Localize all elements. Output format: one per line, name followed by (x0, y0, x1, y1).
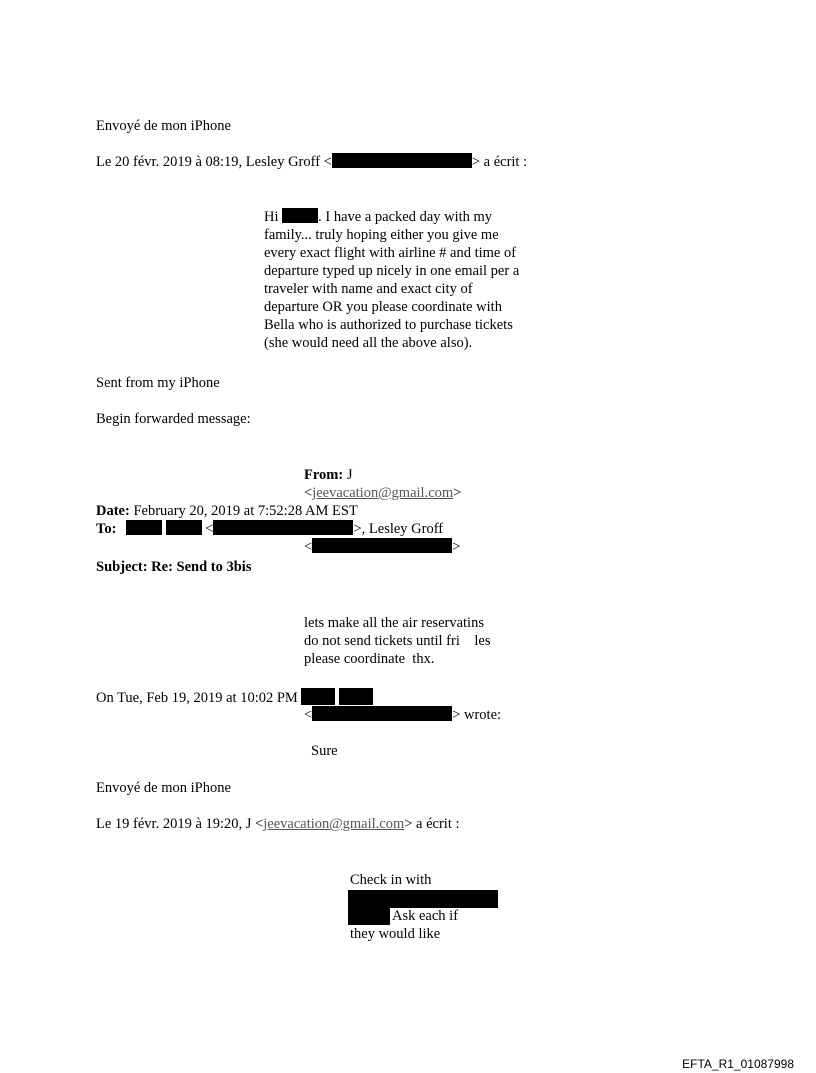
reply-sure: Sure (311, 743, 338, 759)
date-label: Date: (96, 503, 130, 519)
message-text: . I have a packed day with my (318, 209, 493, 225)
greeting: Hi (264, 209, 279, 225)
reply-header-suffix: > a écrit : (471, 154, 528, 170)
redacted-first-name (301, 688, 335, 705)
from-email-link[interactable]: jeevacation@gmail.com (312, 485, 454, 501)
fwd-from-email: <jeevacation@gmail.com> (304, 485, 462, 501)
fwd-date (96, 502, 358, 520)
to-line2-gt: > (452, 539, 461, 555)
message-line: every exact flight with airline # and time of (264, 245, 517, 261)
redacted-last-name (166, 520, 202, 535)
fwd-subject (96, 558, 251, 576)
on-tue-line2 (304, 706, 501, 724)
to-lt: < (205, 521, 214, 537)
to-line2-lt: < (304, 539, 313, 555)
on-tue-header (96, 688, 373, 707)
on-tue-prefix: On Tue, Feb 19, 2019 at 10:02 PM (96, 690, 298, 706)
sent-from-iphone-fr-2: Envoyé de mon iPhone (96, 780, 231, 796)
message-line: Check in with (350, 872, 432, 888)
date-value: February 20, 2019 at 7:52:28 AM EST (133, 503, 358, 519)
redacted-last-name (339, 688, 373, 705)
reply-header-prefix: Le 20 févr. 2019 à 08:19, Lesley Groff < (96, 154, 332, 170)
message-line: they would like (350, 926, 441, 942)
reply-header-suffix: > a écrit : (404, 816, 460, 832)
message-line: Ask each if (392, 908, 459, 924)
message-line: (she would need all the above also). (264, 335, 473, 351)
sent-from-iphone: Sent from my iPhone (96, 375, 220, 391)
email-link[interactable]: jeevacation@gmail.com (263, 816, 405, 832)
redacted-email (213, 520, 353, 535)
sent-from-iphone-fr: Envoyé de mon iPhone (96, 118, 231, 134)
redacted-name (282, 208, 318, 223)
message-line: do not send tickets until fri les (304, 633, 491, 649)
on-tue-lt: < (304, 707, 313, 723)
reply-header-prefix: Le 19 févr. 2019 à 19:20, J < (96, 816, 264, 832)
to-label: To: (96, 521, 117, 537)
fwd-to (96, 520, 443, 538)
on-tue-wrote: > wrote: (452, 707, 502, 723)
reply-header-fr (96, 153, 527, 171)
redacted-first-name (126, 520, 162, 535)
bates-number: EFTA_R1_01087998 (682, 1057, 794, 1071)
fwd-to-line2 (304, 538, 460, 556)
reply-header-fr-2 (96, 815, 460, 833)
redacted-email (312, 538, 452, 553)
redaction-block (348, 908, 390, 925)
redaction-block (348, 890, 498, 908)
to-suffix: >, Lesley Groff (353, 521, 444, 537)
message-line: traveler with name and exact city of (264, 281, 473, 297)
message-line: departure typed up nicely in one email per a (264, 263, 520, 279)
message-line: Bella who is authorized to purchase tickets (264, 317, 513, 333)
message-line: family... truly hoping either you give me (264, 227, 499, 243)
fwd-from (304, 466, 352, 484)
from-label: From: (304, 467, 344, 483)
message-line: departure OR you please coordinate with (264, 299, 502, 315)
from-value: J (346, 467, 353, 483)
subject-text: Subject: Re: Send to 3bis (96, 559, 252, 575)
redacted-email (332, 153, 472, 168)
redacted-email (312, 706, 452, 721)
message-line: lets make all the air reservatins (304, 615, 484, 631)
message-line: please coordinate thx. (304, 651, 435, 667)
begin-forwarded-message: Begin forwarded message: (96, 411, 251, 427)
message-line (264, 208, 492, 226)
